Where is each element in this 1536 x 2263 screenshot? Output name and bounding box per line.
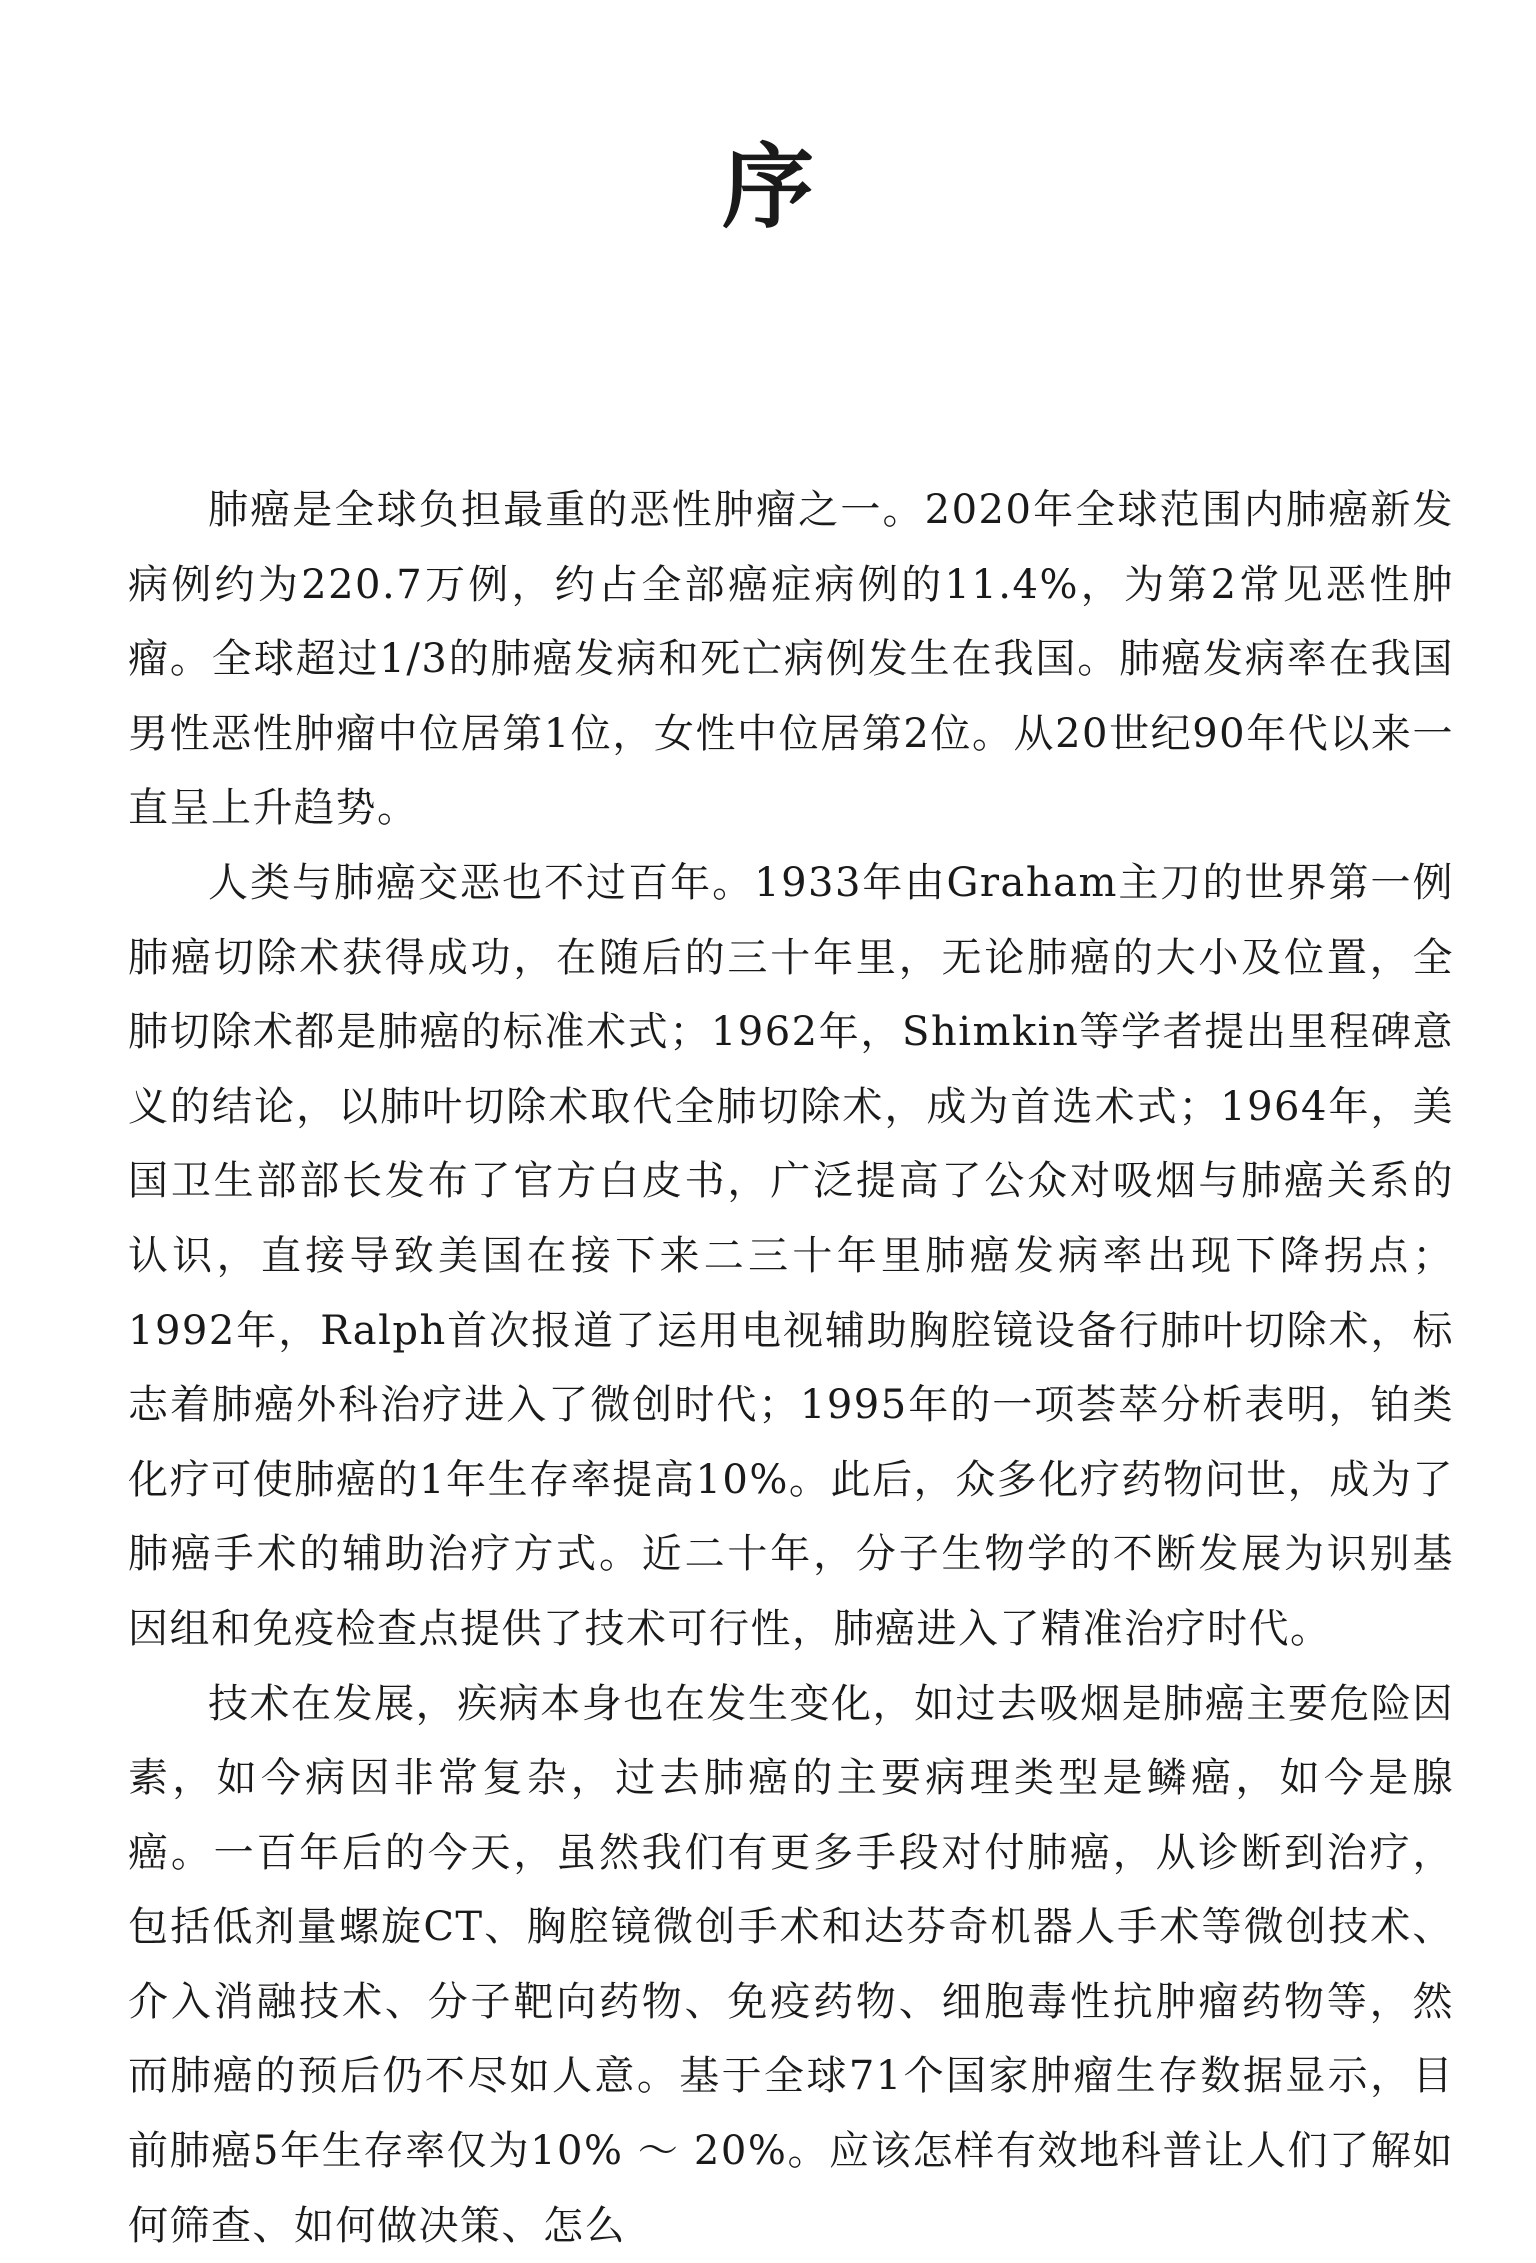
paragraph-3: 技术在发展，疾病本身也在发生变化，如过去吸烟是肺癌主要危险因素，如今病因非常复杂，过去肺癌的主要病理类型是鳞癌，如今是腺癌。一百年后的今天，虽然我们有更多手段对付肺癌，从诊断到治疗，包括低剂量螺旋CT、胸腔镜微创手术和达芬奇机器人手术等微创技术、介入消融技术、分子靶向药物、免疫药物、细胞毒性抗肿瘤药物等，然而肺癌的预后仍不尽如人意。基于全球71个国家肿瘤生存数据显示，目前肺癌5年生存率仅为10% ～ 20%。应该怎样有效地科普让人们了解如何筛查、如何做决策、怎么 [128, 1667, 1454, 2263]
body-text [128, 473, 1454, 2263]
page-title: 序 [0, 128, 1536, 248]
paragraph-2: 人类与肺癌交恶也不过百年。1933年由Graham主刀的世界第一例肺癌切除术获得成功，在随后的三十年里，无论肺癌的大小及位置，全肺切除术都是肺癌的标准术式；1962年，Shimkin等学者提出里程碑意义的结论，以肺叶切除术取代全肺切除术，成为首选术式；1964年，美国卫生部部长发布了官方白皮书，广泛提高了公众对吸烟与肺癌关系的认识，直接导致美国在接下来二三十年里肺癌发病率出现下降拐点；1992年，Ralph首次报道了运用电视辅助胸腔镜设备行肺叶切除术，标志着肺癌外科治疗进入了微创时代；1995年的一项荟萃分析表明，铂类化疗可使肺癌的1年生存率提高10%。此后，众多化疗药物问世，成为了肺癌手术的辅助治疗方式。近二十年，分子生物学的不断发展为识别基因组和免疫检查点提供了技术可行性，肺癌进入了精准治疗时代。 [128, 846, 1454, 1667]
paragraph-1: 肺癌是全球负担最重的恶性肿瘤之一。2020年全球范围内肺癌新发病例约为220.7万例，约占全部癌症病例的11.4%，为第2常见恶性肿瘤。全球超过1/3的肺癌发病和死亡病例发生在我国。肺癌发病率在我国男性恶性肿瘤中位居第1位，女性中位居第2位。从20世纪90年代以来一直呈上升趋势。 [128, 473, 1454, 846]
